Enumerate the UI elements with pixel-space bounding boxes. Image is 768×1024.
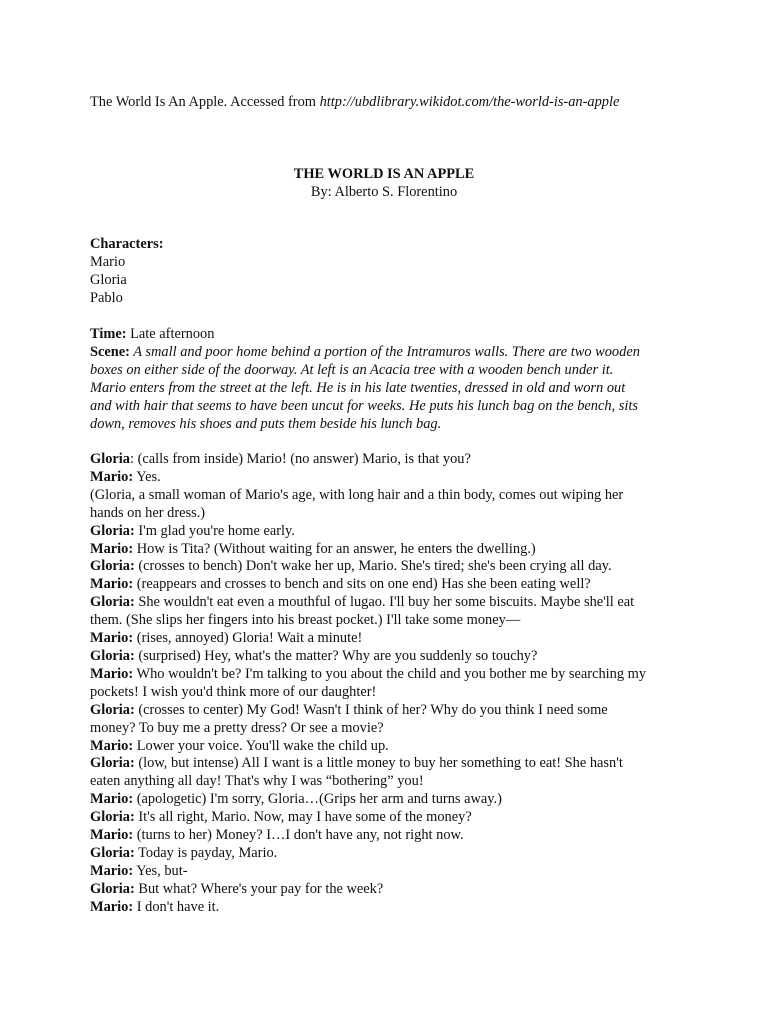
dialogue-line <box>90 469 680 487</box>
dialogue-text: (reappears and crosses to bench and sits on one end) Has she been eating well? <box>133 576 591 593</box>
speaker-name: Mario: <box>90 540 134 557</box>
source-prefix: The World Is An Apple. Accessed from <box>90 94 320 110</box>
dialogue-line <box>90 702 680 720</box>
dialogue-text: Yes. <box>133 468 161 485</box>
dialogue-line <box>90 523 680 541</box>
dialogue-line <box>90 684 680 702</box>
dialogue-text: (apologetic) I'm sorry, Gloria…(Grips her arm and turns away.) <box>133 791 502 808</box>
dialogue-line <box>90 720 680 738</box>
play-title: THE WORLD IS AN APPLE <box>293 166 475 182</box>
dialogue-text: them. (She slips her fingers into his breast pocket.) I'll take some money— <box>90 612 521 629</box>
dialogue-line <box>90 899 680 917</box>
speaker-name: Gloria: <box>90 880 135 897</box>
dialogue-text: (surprised) Hey, what's the matter? Why are you suddenly so touchy? <box>134 647 538 664</box>
scene-text: down, removes his shoes and puts them beside his lunch bag. <box>90 415 442 432</box>
time-label: Time: <box>90 326 127 342</box>
speaker-name: Mario: <box>90 468 134 485</box>
dialogue-section <box>90 451 680 917</box>
dialogue-text: (crosses to bench) Don't wake her up, Mario. She's tired; she's been crying all day. <box>134 558 612 575</box>
dialogue-text: Today is payday, Mario. <box>134 844 278 861</box>
play-byline: By: Alberto S. Florentino <box>310 184 458 200</box>
speaker-name: Mario: <box>90 576 134 593</box>
dialogue-line <box>90 881 680 899</box>
dialogue-text: It's all right, Mario. Now, may I have some of the money? <box>134 809 472 826</box>
speaker-name: Gloria: <box>90 594 135 611</box>
dialogue-text: eaten anything all day! That's why I was “bothering” you! <box>90 773 424 790</box>
speaker-name: Gloria: <box>90 755 135 772</box>
dialogue-text: pockets! I wish you'd think more of our daughter! <box>90 683 377 700</box>
source-url[interactable]: http://ubdlibrary.wikidot.com/the-world-is-an-apple <box>319 94 620 110</box>
speaker-name: Mario: <box>90 827 134 844</box>
speaker-name: Gloria: <box>90 701 135 718</box>
dialogue-line <box>90 845 680 863</box>
dialogue-text: She wouldn't eat even a mouthful of lugao. I'll buy her some biscuits. Maybe she'll eat <box>134 594 635 611</box>
scene-text: and with hair that seems to have been uncut for weeks. He puts his lunch bag on the bench, sits <box>90 397 638 414</box>
dialogue-line <box>90 809 680 827</box>
dialogue-line <box>90 738 680 756</box>
setting-section <box>90 326 680 433</box>
dialogue-text: (Gloria, a small woman of Mario's age, with long hair and a thin body, comes out wiping her <box>90 486 624 503</box>
speaker-name: Gloria: <box>90 522 135 539</box>
scene-line <box>90 344 680 362</box>
speaker-name: Mario: <box>90 737 134 754</box>
dialogue-text: But what? Where's your pay for the week? <box>134 880 384 897</box>
dialogue-text: Lower your voice. You'll wake the child up. <box>133 737 389 754</box>
speaker-name: Gloria <box>90 451 130 467</box>
scene-text: A small and poor home behind a portion of the Intramuros walls. There are two wooden <box>129 343 640 360</box>
dialogue-text: (rises, annoyed) Gloria! Wait a minute! <box>133 630 363 647</box>
dialogue-line <box>90 541 680 559</box>
dialogue-line <box>90 505 680 523</box>
dialogue-line <box>90 612 680 630</box>
character-name: Mario <box>90 253 126 270</box>
dialogue-text: : (calls from inside) Mario! (no answer) Mario, is that you? <box>129 451 471 467</box>
dialogue-line <box>90 666 680 684</box>
dialogue-line <box>90 773 680 791</box>
speaker-name: Mario: <box>90 791 134 808</box>
dialogue-line <box>90 648 680 666</box>
character-name: Gloria <box>90 271 127 288</box>
dialogue-text: I'm glad you're home early. <box>134 522 295 539</box>
speaker-name: Gloria: <box>90 844 135 861</box>
speaker-name: Mario: <box>90 862 134 879</box>
source-citation <box>90 93 619 111</box>
speaker-name: Gloria: <box>90 558 135 575</box>
dialogue-line <box>90 451 680 469</box>
characters-heading: Characters: <box>90 236 164 252</box>
speaker-name: Mario: <box>90 630 134 647</box>
dialogue-text: I don't have it. <box>133 898 220 915</box>
speaker-name: Mario: <box>90 898 134 915</box>
speaker-name: Gloria: <box>90 647 135 664</box>
dialogue-text: How is Tita? (Without waiting for an answer, he enters the dwelling.) <box>133 540 536 557</box>
speaker-name: Gloria: <box>90 809 135 826</box>
scene-text: boxes on either side of the doorway. At left is an Acacia tree with a wooden bench under it. <box>90 361 614 378</box>
speaker-name: Mario: <box>90 665 134 682</box>
dialogue-text: (low, but intense) All I want is a little money to buy her something to eat! She hasn't <box>134 755 623 772</box>
dialogue-line <box>90 863 680 881</box>
dialogue-text: hands on her dress.) <box>90 504 206 521</box>
scene-text: Mario enters from the street at the left. He is in his late twenties, dressed in old and worn out <box>90 379 626 396</box>
dialogue-line <box>90 594 680 612</box>
dialogue-text: (crosses to center) My God! Wasn't I think of her? Why do you think I need some <box>134 701 608 718</box>
dialogue-text: money? To buy me a pretty dress? Or see a movie? <box>90 719 384 736</box>
time-line <box>90 326 680 344</box>
dialogue-text: Who wouldn't be? I'm talking to you about the child and you bother me by searching my <box>133 665 647 682</box>
title-block <box>0 165 768 201</box>
dialogue-line <box>90 755 680 773</box>
dialogue-line <box>90 576 680 594</box>
dialogue-line <box>90 791 680 809</box>
dialogue-line <box>90 827 680 845</box>
dialogue-line <box>90 630 680 648</box>
time-value: Late afternoon <box>126 326 215 342</box>
characters-section <box>90 236 680 308</box>
scene-label: Scene: <box>90 343 130 360</box>
character-name: Pablo <box>90 289 123 306</box>
dialogue-text: (turns to her) Money? I…I don't have any, not right now. <box>133 827 464 844</box>
dialogue-line <box>90 487 680 505</box>
dialogue-line <box>90 558 680 576</box>
dialogue-text: Yes, but- <box>133 862 188 879</box>
